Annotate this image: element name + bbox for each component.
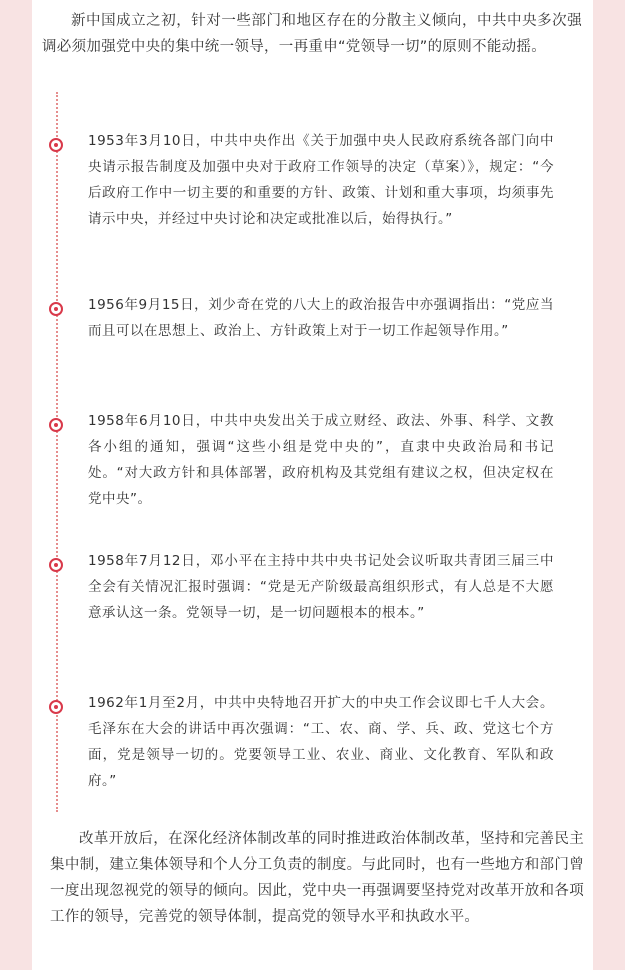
- intro-paragraph: 新中国成立之初，针对一些部门和地区存在的分散主义倾向，中共中央多次强调必须加强党中央的集中统一领导，一再重申“党领导一切”的原则不能动摇。: [42, 13, 582, 55]
- timeline-entry-1958-june: 1958年6月10日，中共中央发出关于成立财经、政法、外事、科学、文教各小组的通知，强调“这些小组是党中央的”，直隶中央政治局和书记处。“对大政方针和具体部署，政府机构及其党组有建议之权，但决定权在党中央”。: [88, 413, 554, 507]
- target-dot-icon: [49, 700, 63, 714]
- timeline-entry-1958-july: 1958年7月12日，邓小平在主持中共中央书记处会议听取共青团三届三中全会有关情况汇报时强调：“党是无产阶级最高组织形式，有人总是不大愿意承认这一条。党领导一切，是一切问题根本的根本。”: [88, 553, 554, 621]
- timeline-entry-1953: 1953年3月10日，中共中央作出《关于加强中央人民政府系统各部门向中央请示报告制度及加强中央对于政府工作领导的决定（草案）》，规定：“今后政府工作中一切主要的和重要的方针、政策、计划和重大事项，均须事先请示中央，并经过中央讨论和决定或批准以后，始得执行。”: [88, 133, 554, 227]
- article-content: [32, 0, 593, 970]
- timeline-entry-1956: 1956年9月15日，刘少奇在党的八大上的政治报告中亦强调指出：“党应当而且可以在思想上、政治上、方针政策上对于一切工作起领导作用。”: [88, 297, 554, 339]
- closing-paragraph: 改革开放后，在深化经济体制改革的同时推进政治体制改革，坚持和完善民主集中制，建立集体领导和个人分工负责的制度。与此同时，也有一些地方和部门曾一度出现忽视党的领导的倾向。因此，党中央一再强调要坚持党对改革开放和各项工作的领导，完善党的领导体制，提高党的领导水平和执政水平。: [50, 831, 584, 925]
- target-dot-icon: [49, 418, 63, 432]
- target-dot-icon: [49, 558, 63, 572]
- target-dot-icon: [49, 138, 63, 152]
- target-dot-icon: [49, 302, 63, 316]
- timeline-entry-1962: 1962年1月至2月，中共中央特地召开扩大的中央工作会议即七千人大会。毛泽东在大会的讲话中再次强调：“工、农、商、学、兵、政、党这七个方面，党是领导一切的。党要领导工业、农业、商业、文化教育、军队和政府。”: [88, 695, 554, 789]
